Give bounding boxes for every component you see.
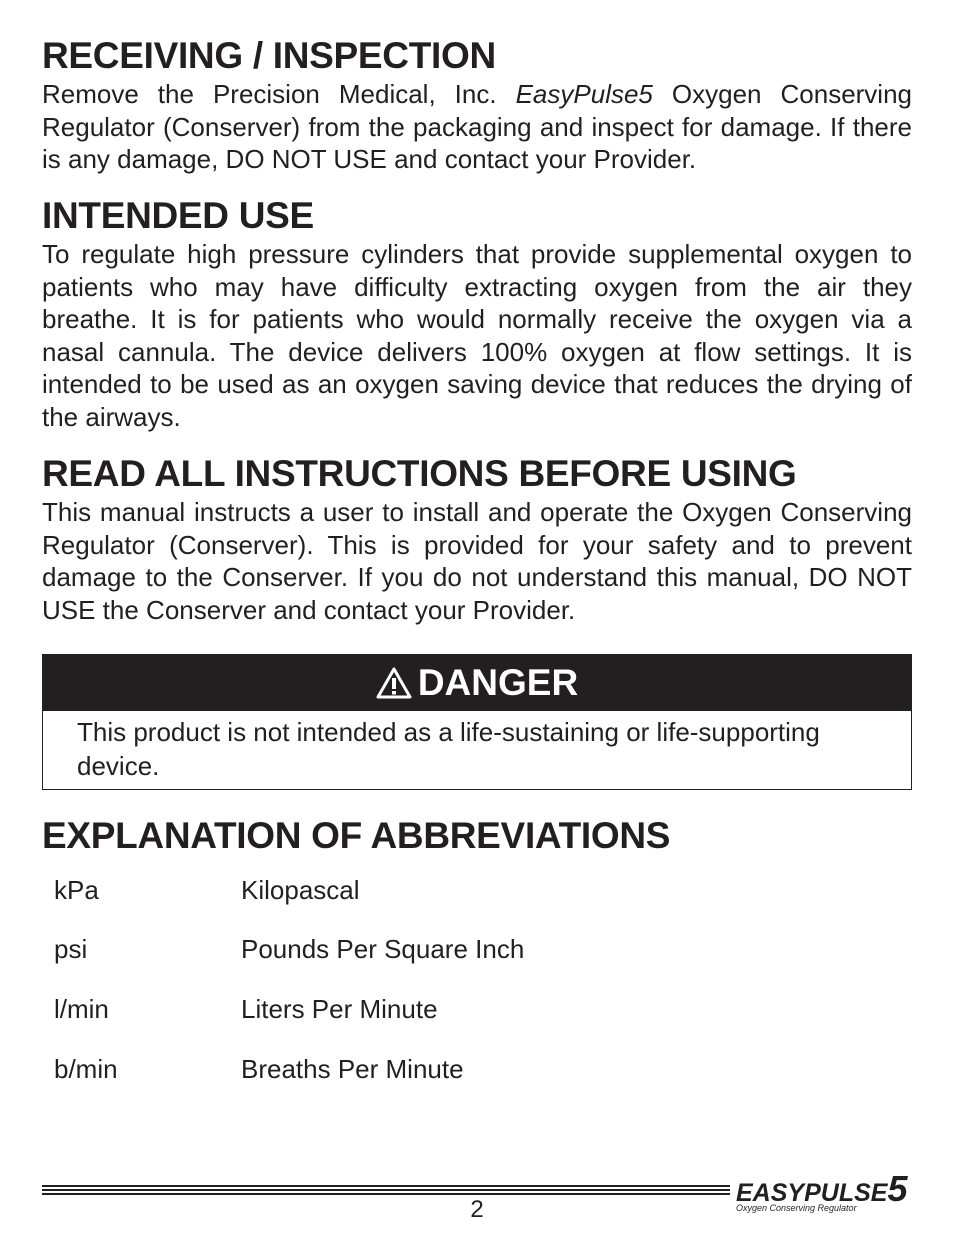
danger-header <box>43 655 911 711</box>
logo-name-digit: 5 <box>887 1168 908 1209</box>
section-abbreviations <box>42 814 912 1084</box>
abbreviations-heading: EXPLANATION OF ABBREVIATIONS <box>42 815 671 856</box>
page-number: 2 <box>470 1196 484 1223</box>
abbreviation-term: l/min <box>54 994 109 1024</box>
abbreviation-definition: Breaths Per Minute <box>241 1054 464 1084</box>
abbreviation-term: b/min <box>54 1054 118 1084</box>
intended-use-paragraph: To regulate high pressure cylinders that provide supplemental oxygen to patients who may have difficulty extracting oxygen from the air they breathe. It is for patients who would normally receive the oxygen via a nasal cannula. The device delivers 100% oxygen at flow settings. It is intended to be used as an oxygen saving device that reduces the drying of the airways. <box>42 239 912 432</box>
section-intended-use <box>42 194 912 434</box>
danger-box <box>42 654 912 790</box>
abbreviation-term: psi <box>54 934 88 964</box>
receiving-text-after: Oxygen Conserving Regulator (Conserver) from the packaging and inspect for damage. If there is any damage, DO NOT USE and contact your Provider. <box>42 79 913 175</box>
read-all-heading: READ ALL INSTRUCTIONS BEFORE USING <box>42 453 797 494</box>
receiving-paragraph <box>42 78 912 176</box>
intended-use-heading: INTENDED USE <box>42 195 314 236</box>
warning-triangle-icon <box>376 667 412 699</box>
product-logo <box>736 1168 908 1213</box>
logo-subtitle: Oxygen Conserving Regulator <box>736 1203 857 1213</box>
danger-text: This product is not intended as a life-sustaining or life-supporting device. <box>77 717 820 781</box>
receiving-text-before: Remove the Precision Medical, Inc. <box>42 79 516 109</box>
section-receiving <box>42 34 912 176</box>
abbreviation-definition: Liters Per Minute <box>241 994 438 1024</box>
abbreviation-term: kPa <box>54 875 99 905</box>
section-read-all <box>42 452 912 626</box>
read-all-paragraph: This manual instructs a user to install and operate the Oxygen Conserving Regulator (Conserver). This is provided for your safety and to prevent damage to the Conserver. If you do not understand this manual, DO NOT USE the Conserver and contact your Provider. <box>42 497 912 625</box>
danger-label: DANGER <box>417 662 579 703</box>
logo-name-prefix: EASY <box>736 1179 805 1207</box>
logo-name-mid: PULSE <box>804 1179 888 1207</box>
abbreviation-definition: Kilopascal <box>241 875 360 905</box>
receiving-heading: RECEIVING / INSPECTION <box>42 35 496 76</box>
abbreviation-definition: Pounds Per Square Inch <box>241 934 525 964</box>
product-name: EasyPulse5 <box>515 79 653 109</box>
